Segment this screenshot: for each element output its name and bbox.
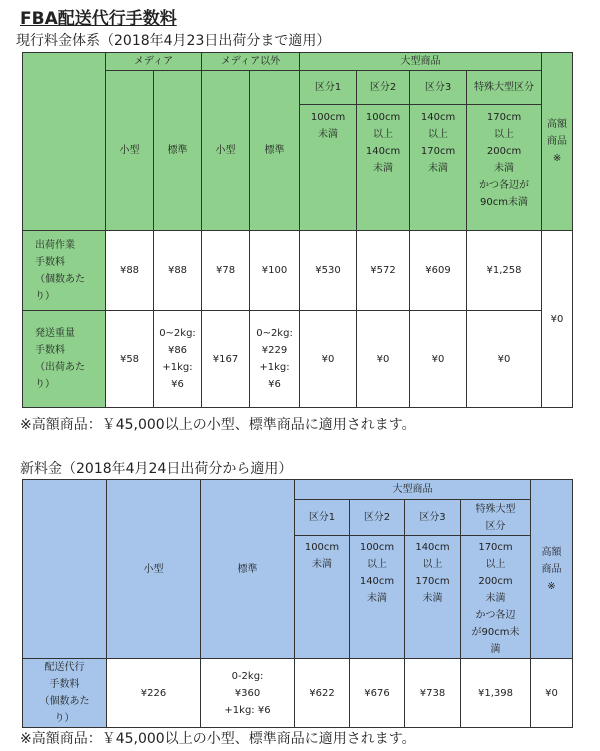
new-fees-subtitle: 新料金（2018年4月24日出荷分から適用）: [20, 461, 293, 477]
high-value-note: ※高額商品：￥45,000以上の小型、標準商品に適用されます。: [20, 417, 416, 433]
class3-size: 140cm 以上 170cm 未満: [410, 105, 467, 231]
special-class-header: 特殊大型区分: [467, 71, 542, 105]
class3-header: 区分3: [410, 71, 467, 105]
fee-cell: ¥738: [405, 659, 461, 728]
small-header: 小型: [107, 480, 201, 659]
class2-header: 区分2: [357, 71, 410, 105]
non-media-small-header: 小型: [202, 71, 250, 231]
high-value-note-2: ※高額商品：￥45,000以上の小型、標準商品に適用されます。: [20, 731, 416, 747]
fee-cell: ¥622: [295, 659, 350, 728]
fee-cell: 0~2kg: ¥86 +1kg: ¥6: [154, 311, 202, 408]
fee-cell: ¥1,258: [467, 231, 542, 311]
class2-header: 区分2: [350, 500, 405, 536]
class2-size: 100cm 以上 140cm 未満: [350, 536, 405, 659]
class3-size: 140cm 以上 170cm 未満: [405, 536, 461, 659]
current-fees-subtitle: 現行料金体系（2018年4月23日出荷分まで適用）: [16, 33, 331, 49]
class1-size: 100cm 未満: [295, 536, 350, 659]
fee-cell: ¥0: [467, 311, 542, 408]
fee-cell: ¥88: [154, 231, 202, 311]
new-fee-table: [22, 479, 573, 728]
fee-cell: ¥226: [107, 659, 201, 728]
class3-header: 区分3: [405, 500, 461, 536]
fee-cell: ¥58: [106, 311, 154, 408]
large-items-header: 大型商品: [300, 53, 542, 71]
fee-cell: ¥0: [300, 311, 357, 408]
table-row: [23, 311, 573, 408]
special-class-size: 170cm 以上 200cm 未満 かつ各辺が 90cm未満: [467, 105, 542, 231]
class1-header: 区分1: [300, 71, 357, 105]
fee-cell: ¥572: [357, 231, 410, 311]
row-label-weight-fee: 発送重量 手数料 （出荷あた り）: [23, 311, 106, 408]
class1-header: 区分1: [295, 500, 350, 536]
fee-cell: ¥100: [250, 231, 300, 311]
high-value-header: 高額 商品 ※: [531, 480, 573, 659]
fee-cell: 0~2kg: ¥229 +1kg: ¥6: [250, 311, 300, 408]
fee-cell: ¥676: [350, 659, 405, 728]
fee-cell: 0-2kg: ¥360 +1kg: ¥6: [201, 659, 295, 728]
corner-cell: [23, 480, 107, 659]
row-label-fulfillment-fee: 配送代行 手数料 （個数あた り）: [23, 659, 107, 728]
fee-cell: ¥167: [202, 311, 250, 408]
fee-cell: ¥609: [410, 231, 467, 311]
non-media-standard-header: 標準: [250, 71, 300, 231]
row-label-handling-fee: 出荷作業 手数料 （個数あた り）: [23, 231, 106, 311]
fee-cell: ¥78: [202, 231, 250, 311]
media-standard-header: 標準: [154, 71, 202, 231]
class1-size: 100cm 未満: [300, 105, 357, 231]
fee-cell: ¥0: [410, 311, 467, 408]
large-items-header: 大型商品: [295, 480, 531, 500]
current-fee-table: [22, 52, 573, 408]
media-header: メディア: [106, 53, 202, 71]
standard-header: 標準: [201, 480, 295, 659]
fee-cell: ¥530: [300, 231, 357, 311]
class2-size: 100cm 以上 140cm 未満: [357, 105, 410, 231]
high-value-header: 高額 商品 ※: [542, 53, 573, 231]
fee-cell: ¥1,398: [461, 659, 531, 728]
page-title: FBA配送代行手数料: [20, 9, 177, 29]
special-class-header: 特殊大型 区分: [461, 500, 531, 536]
corner-cell: [23, 53, 106, 231]
table-row: [23, 659, 573, 728]
fee-cell: ¥0: [357, 311, 410, 408]
fee-cell: ¥88: [106, 231, 154, 311]
special-class-size: 170cm 以上 200cm 未満 かつ各辺 が90cm未 満: [461, 536, 531, 659]
media-small-header: 小型: [106, 71, 154, 231]
high-value-fee: ¥0: [531, 659, 573, 728]
high-value-fee: ¥0: [542, 231, 573, 408]
table-row: [23, 231, 573, 311]
non-media-header: メディア以外: [202, 53, 300, 71]
